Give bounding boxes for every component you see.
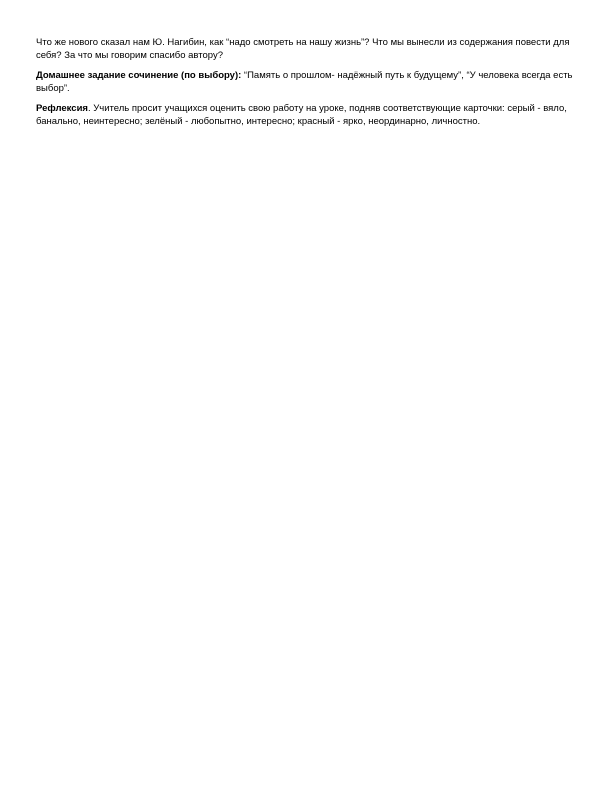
document-page bbox=[36, 36, 576, 135]
paragraph-reflection bbox=[36, 102, 576, 128]
paragraph-homework bbox=[36, 69, 576, 95]
paragraph-text: . Учитель просит учащихся оценить свою работу на уроке, подняв соответствующие карточки: серый - вяло, банально, неинтересно; зелёный - любопытно, интересно; красный - ярко, неординарно, личностно. bbox=[36, 103, 567, 127]
homework-heading: Домашнее задание сочинение (по выбору): bbox=[36, 70, 242, 81]
reflection-heading: Рефлексия bbox=[36, 103, 88, 114]
paragraph-questions bbox=[36, 36, 576, 62]
paragraph-text: “Память о прошлом- надёжный путь к будущему”, “У человека всегда есть выбор”. bbox=[36, 70, 573, 94]
paragraph-text: Что же нового сказал нам Ю. Нагибин, как “надо смотреть на нашу жизнь”? Что мы вынесли из содержания повести для себя? За что мы говорим спасибо автору? bbox=[36, 37, 570, 61]
